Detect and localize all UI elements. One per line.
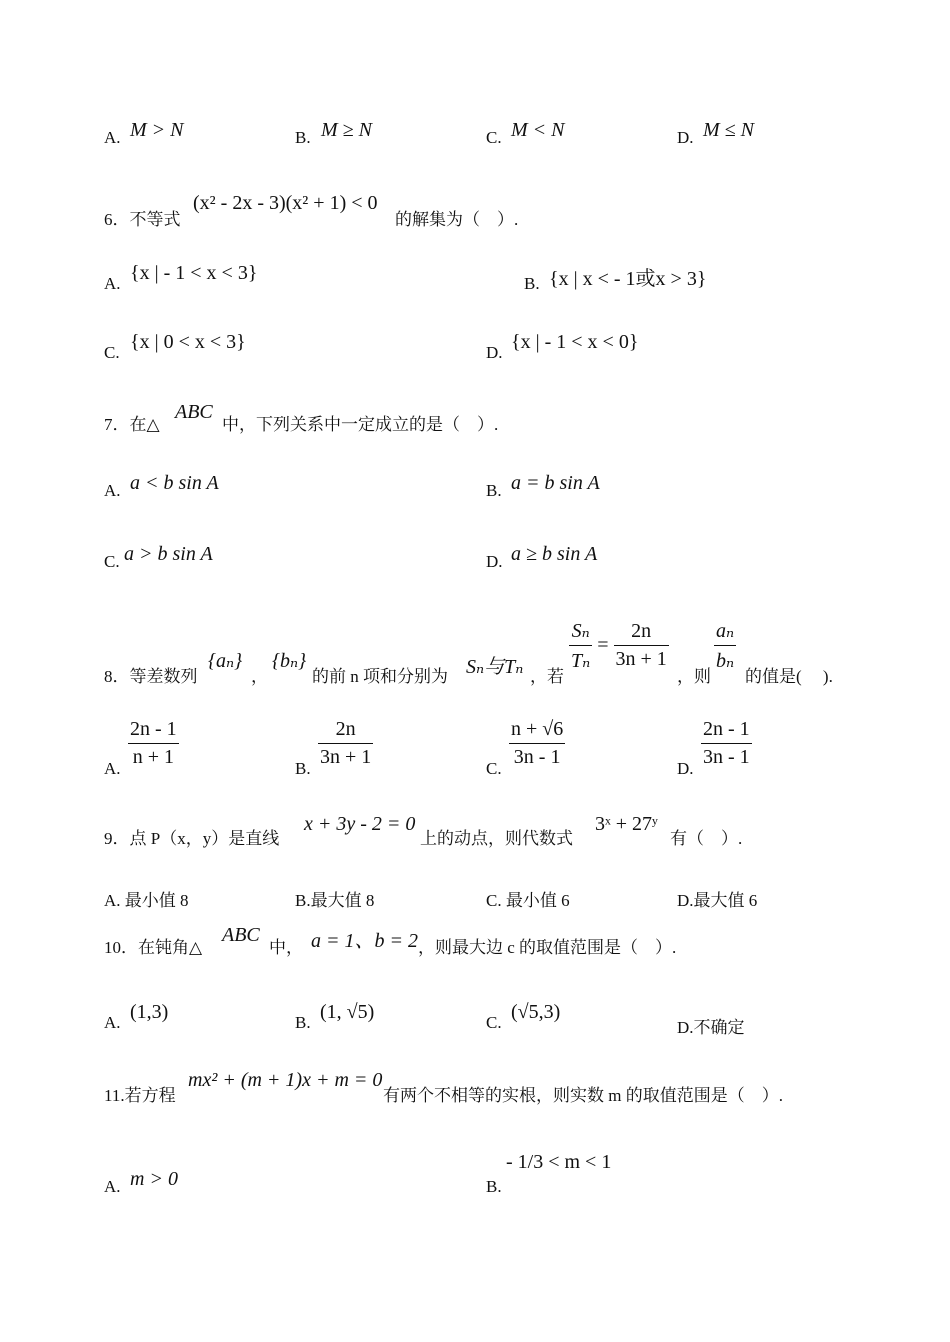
- q7-option-c-label: C.: [104, 552, 120, 571]
- q10-option-b: (1, √5): [320, 1001, 375, 1023]
- q9-option-c: C. 最小值 6: [486, 891, 570, 910]
- q8-option-d-label: D.: [677, 759, 694, 778]
- q9-option-d: D.最大值 6: [677, 891, 758, 910]
- q10-tail: ，则最大边 c 的取值范围是（ ）.: [418, 938, 677, 957]
- q10-option-b-label: B.: [295, 1013, 311, 1032]
- q8-given-ratio: $\frac{\text{Sₙ}}{\text{Tₙ}}$ = $\frac{2n}{3n + 1}$: [571, 620, 667, 672]
- q10-option-a: (1,3): [130, 1001, 169, 1023]
- q8-option-c-denominator: 3n - 1: [509, 743, 565, 769]
- q8-option-c-numerator: n + √6: [511, 718, 564, 740]
- q8-option-a: [128, 718, 179, 769]
- q9-option-a: A. 最小值 8: [104, 891, 189, 910]
- q8-ratio-numerator: Sₙ: [571, 620, 590, 642]
- q8-ask-numerator: aₙ: [716, 620, 735, 642]
- q8-ask-denominator: bₙ: [714, 645, 736, 673]
- q5-option-a: M > N: [130, 119, 184, 141]
- q8-option-d-numerator: 2n - 1: [703, 718, 750, 740]
- q5-option-a-label: A.: [104, 128, 121, 147]
- q10-option-c: (√5,3): [511, 1001, 561, 1023]
- q6-option-c: {x | 0 < x < 3}: [130, 331, 246, 353]
- q11-tail: 有两个不相等的实根，则实数 m 的取值范围是（ ）.: [383, 1086, 783, 1105]
- q5-option-b: M ≥ N: [321, 119, 372, 141]
- q8-mid-text-2: ，若: [530, 667, 564, 686]
- q8-option-c-label: C.: [486, 759, 502, 778]
- q7-triangle: ABC: [175, 401, 213, 423]
- q8-option-d-denominator: 3n - 1: [701, 743, 752, 769]
- q6-number: 6．不等式: [104, 210, 181, 229]
- q9-expression: 3ˣ + 27ʸ: [595, 813, 658, 835]
- q8-option-b-numerator: 2n: [335, 718, 356, 740]
- q11-option-a: m > 0: [130, 1168, 178, 1190]
- q8-ratio-rhs-denominator: 3n + 1: [614, 645, 669, 671]
- q6-option-d-label: D.: [486, 343, 503, 362]
- q10-number: 10．在钝角△: [104, 938, 203, 957]
- q6-option-b-label: B.: [524, 274, 540, 293]
- q10-option-d: D.不确定: [677, 1018, 745, 1037]
- q8-option-b: [318, 718, 373, 769]
- q6-option-c-label: C.: [104, 343, 120, 362]
- q8-ratio-denominator: Tₙ: [569, 645, 592, 673]
- q6-inequality: (x² - 2x - 3)(x² + 1) < 0: [193, 192, 378, 214]
- q8-sequence-b: {bₙ}: [272, 650, 307, 672]
- q7-number: 7．在△: [104, 415, 160, 434]
- q7-option-c: a > b sin A: [124, 543, 213, 565]
- q9-tail: 有（ ）.: [670, 829, 743, 848]
- q6-tail: 的解集为（ ）.: [395, 210, 519, 229]
- q8-number: 8．等差数列: [104, 667, 198, 686]
- q8-mid-text-1: 的前 n 项和分别为: [312, 667, 448, 686]
- q8-option-a-numerator: 2n - 1: [130, 718, 177, 740]
- q11-option-a-label: A.: [104, 1177, 121, 1196]
- q8-option-a-label: A.: [104, 759, 121, 778]
- q5-option-d-label: D.: [677, 128, 694, 147]
- q8-option-c: [509, 718, 565, 769]
- q8-option-b-label: B.: [295, 759, 311, 778]
- q8-mid-text-3: ，则: [677, 667, 711, 686]
- q6-option-a-label: A.: [104, 274, 121, 293]
- q8-option-b-denominator: 3n + 1: [318, 743, 373, 769]
- q7-option-a-label: A.: [104, 481, 121, 500]
- q8-comma: ，: [251, 667, 268, 686]
- q8-ratio-rhs-numerator: 2n: [631, 620, 652, 642]
- q9-option-b: B.最大值 8: [295, 891, 375, 910]
- q11-option-b-label: B.: [486, 1177, 502, 1196]
- q5-option-d: M ≤ N: [703, 119, 754, 141]
- q8-option-d: [701, 718, 752, 769]
- q5-option-c: M < N: [511, 119, 565, 141]
- q8-sequence-a: {aₙ}: [208, 650, 243, 672]
- q11-option-b: - 1/3 < m < 1: [506, 1151, 612, 1173]
- q7-option-b: a = b sin A: [511, 472, 600, 494]
- q7-option-d: a ≥ b sin A: [511, 543, 598, 565]
- q9-number: 9．点 P（x，y）是直线: [104, 829, 280, 848]
- q9-mid: 上的动点，则代数式: [420, 829, 573, 848]
- q6-option-d: {x | - 1 < x < 0}: [511, 331, 639, 353]
- q9-line-equation: x + 3y - 2 = 0: [304, 813, 416, 835]
- q10-triangle: ABC: [222, 924, 260, 946]
- q10-option-c-label: C.: [486, 1013, 502, 1032]
- q7-option-d-label: D.: [486, 552, 503, 571]
- q10-option-a-label: A.: [104, 1013, 121, 1032]
- q5-option-b-label: B.: [295, 128, 311, 147]
- q7-tail: 中，下列关系中一定成立的是（ ）.: [222, 415, 499, 434]
- q11-number: 11.若方程: [104, 1086, 176, 1105]
- q5-option-c-label: C.: [486, 128, 502, 147]
- q7-option-a: a < b sin A: [130, 472, 219, 494]
- q8-option-a-denominator: n + 1: [128, 743, 179, 769]
- q8-sums: Sₙ与Tₙ: [466, 656, 524, 678]
- q7-option-b-label: B.: [486, 481, 502, 500]
- q10-mid: 中，: [269, 938, 303, 957]
- q8-tail: 的值是( ).: [745, 667, 833, 686]
- q11-equation: mx² + (m + 1)x + m = 0: [188, 1069, 383, 1091]
- q8-asked-ratio: [714, 618, 736, 673]
- q6-option-b: {x | x < - 1或x > 3}: [549, 268, 707, 290]
- q10-given: a = 1、b = 2: [311, 930, 418, 952]
- q6-option-a: {x | - 1 < x < 3}: [130, 262, 258, 284]
